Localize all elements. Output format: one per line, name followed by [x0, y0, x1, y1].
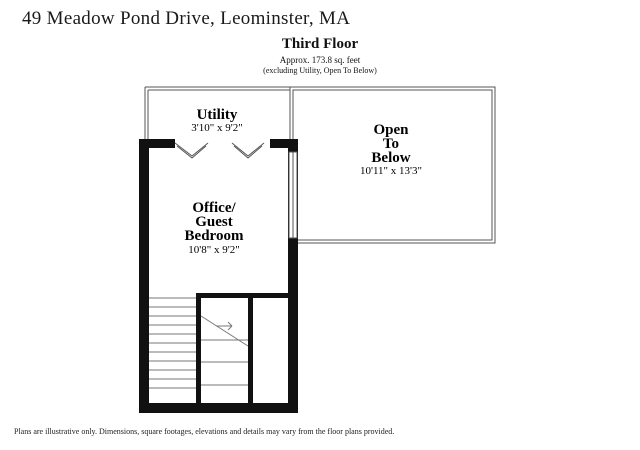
- office-dims: 10'8" x 9'2": [188, 244, 240, 256]
- office-walls: [139, 139, 298, 413]
- office-label-line3: Bedroom: [184, 228, 244, 244]
- bifold-doors: [175, 143, 264, 158]
- exclusion-note: (excluding Utility, Open To Below): [263, 66, 377, 75]
- open-below-dims: 10'11" x 13'3": [359, 165, 423, 177]
- area-note: Approx. 173.8 sq. feet: [279, 55, 361, 65]
- utility-label: Utility: [196, 107, 238, 123]
- interior-partitions: [196, 293, 288, 406]
- open-below-label-line3: Below: [371, 150, 411, 166]
- property-address: 49 Meadow Pond Drive, Leominster, MA: [22, 8, 351, 29]
- open-below-label-line2: To: [382, 136, 400, 152]
- office-label-line2: Guest: [195, 214, 233, 230]
- floor-title: Third Floor: [281, 36, 359, 52]
- open-below-label-line1: Open: [373, 122, 409, 138]
- utility-dims: 3'10" x 9'2": [191, 122, 243, 134]
- office-label-line1: Office/: [192, 200, 236, 216]
- plan-disclaimer: Plans are illustrative only. Dimensions, square footages, elevations and details may vary from the floor plans provided.: [14, 427, 395, 436]
- window: [289, 152, 297, 238]
